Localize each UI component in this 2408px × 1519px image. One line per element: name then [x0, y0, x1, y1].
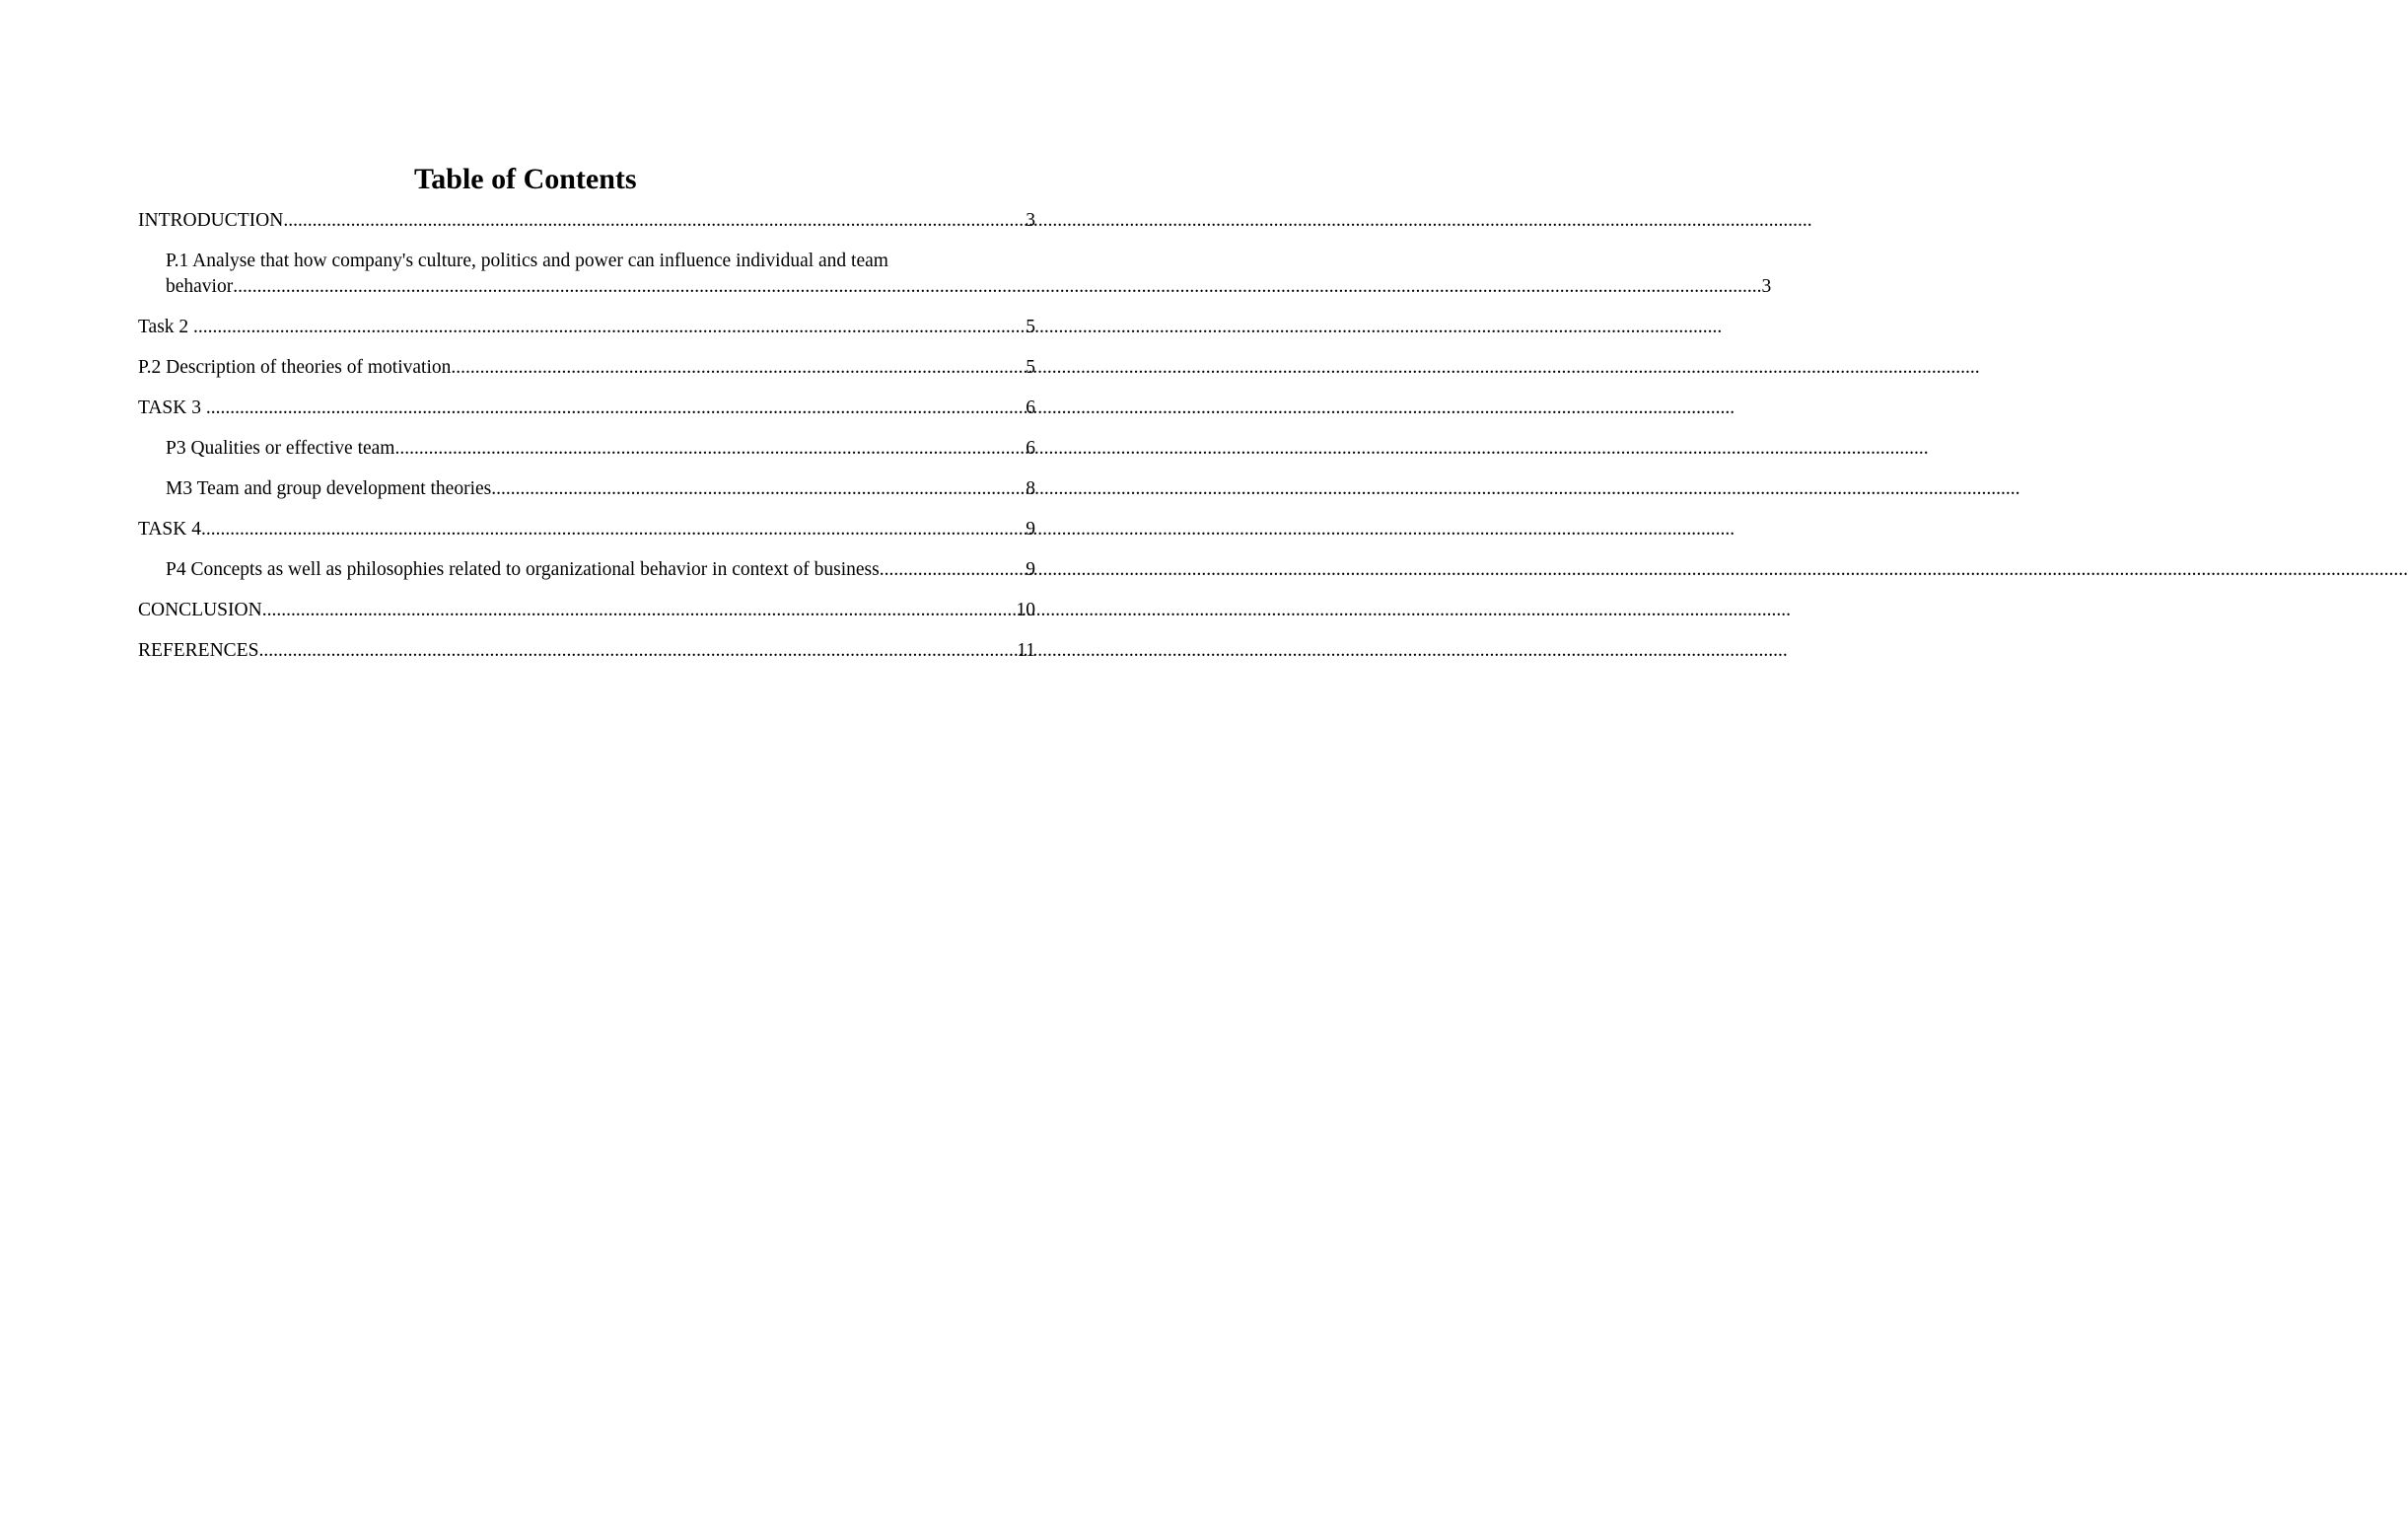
toc-entry-text: P3 Qualities or effective team.: [166, 438, 400, 459]
toc-entry-text: CONCLUSION: [138, 600, 262, 620]
toc-entry-task4[interactable]: [138, 517, 1035, 542]
toc-entry-m3[interactable]: [138, 476, 1035, 502]
dot-leader: [233, 274, 1761, 300]
toc-entry-references[interactable]: [138, 638, 1035, 664]
toc-entry-text-line1: P.1 Analyse that how company's culture, politics and power can influence individual and team: [166, 251, 888, 271]
dot-leader: [283, 208, 1026, 234]
toc-entry-p3[interactable]: [138, 436, 1035, 462]
toc-entry-task2[interactable]: [138, 315, 1035, 340]
toc-entry-conclusion[interactable]: [138, 598, 1035, 623]
toc-page-number: 11: [1017, 640, 1035, 661]
toc-entry-task3[interactable]: [138, 396, 1035, 421]
toc-page-number: 5: [1026, 357, 1035, 378]
toc-page-number: 6: [1026, 438, 1035, 459]
toc-entry-p1[interactable]: [138, 249, 1772, 300]
toc-entry-text: INTRODUCTION: [138, 210, 284, 231]
document-page: [138, 158, 1772, 664]
toc-entry-text: Task 2: [138, 317, 194, 337]
dot-leader: [880, 557, 1027, 583]
toc-entry-introduction[interactable]: [138, 208, 1035, 234]
toc-page-number: 3: [1761, 276, 1772, 297]
toc-entry-text: REFERENCES: [138, 640, 259, 661]
dot-leader: [262, 598, 1017, 623]
dot-leader: [206, 517, 1026, 542]
toc-entry-text: P.2 Description of theories of motivation: [138, 357, 452, 378]
dot-leader: [451, 355, 1026, 381]
toc-title: Table of Contents: [414, 163, 637, 195]
toc-entry-p2[interactable]: [138, 355, 1035, 381]
dot-leader: [206, 396, 1026, 421]
toc-page-number: 5: [1026, 317, 1035, 337]
toc-page-number: 9: [1026, 559, 1035, 580]
toc-entry-text: TASK 3: [138, 398, 206, 418]
toc-entry-text: M3 Team and group development theories: [166, 478, 492, 499]
toc-page-number: 3: [1026, 210, 1035, 231]
toc-entry-text: P4 Concepts as well as philosophies related to organizational behavior in context of business: [166, 559, 880, 580]
toc-page-number: 8: [1026, 478, 1035, 499]
toc-list: [138, 208, 1772, 664]
toc-page-number: 9: [1026, 519, 1035, 540]
toc-page-number: 10: [1016, 600, 1035, 620]
toc-page-number: 6: [1026, 398, 1035, 418]
dot-leader: [193, 315, 1026, 340]
dot-leader: [491, 476, 1026, 502]
toc-entry-text-line2: behavior: [166, 276, 234, 297]
toc-entry-text: TASK 4.: [138, 519, 206, 540]
toc-entry-p4[interactable]: [138, 557, 1035, 583]
dot-leader: [399, 436, 1026, 462]
dot-leader: [258, 638, 1017, 664]
